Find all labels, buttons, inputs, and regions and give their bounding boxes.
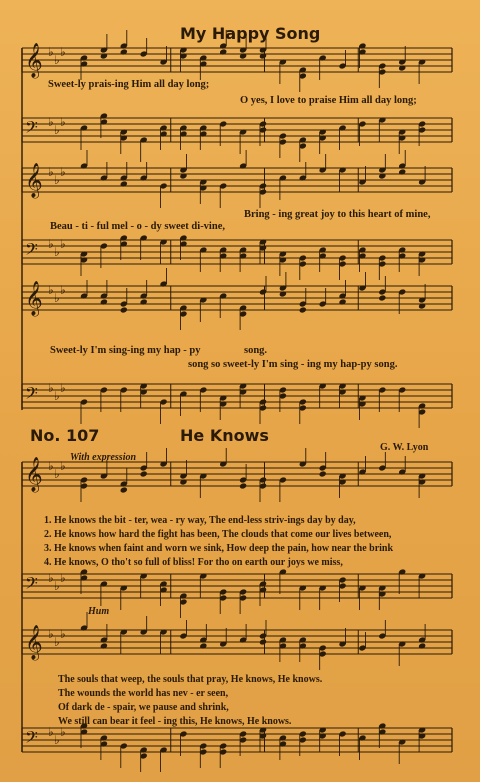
flat-sign: ♭ [60,571,66,585]
note-head [299,306,307,313]
note-head [140,470,148,477]
flat-sign: ♭ [48,627,54,641]
note-head [418,642,426,649]
flat-sign: ♭ [60,627,66,641]
lyric-line: song. [244,345,268,356]
lyric-line: song so sweet-ly I'm sing - ing my hap-py song. [188,359,398,370]
lyric-line: Sweet-ly I'm sing-ing my hap - py [50,345,201,356]
note-head [378,294,386,301]
refrain-line: The wounds the world has nev - er seen, [58,688,229,699]
flat-sign: ♭ [48,725,54,739]
note-head [319,470,327,477]
flat-sign: ♭ [54,389,60,403]
flat-sign: ♭ [54,245,60,259]
note-head [179,172,187,179]
refrain-line: Of dark de - spair, we pause and shrink, [58,702,229,713]
flat-sign: ♭ [54,123,60,137]
bass-clef: 𝄢 [25,727,38,751]
treble-clef: 𝄞 [25,281,43,316]
flat-sign: ♭ [60,237,66,251]
bass-clef: 𝄢 [25,117,38,141]
note-head [378,172,386,179]
flat-sign: ♭ [60,283,66,297]
treble-clef: 𝄞 [25,625,43,660]
note-head [239,52,247,59]
flat-sign: ♭ [54,579,60,593]
treble-clef: 𝄞 [25,457,43,492]
note-head [120,48,128,55]
flat-sign: ♭ [48,115,54,129]
verse-line: 1. He knows the bit - ter, wea - ry way, The end-less striv-ings day by day, [44,515,356,526]
note-head [279,290,287,297]
note-head [179,478,187,485]
bass-clef: 𝄢 [25,573,38,597]
flat-sign: ♭ [54,733,60,747]
composer: G. W. Lyon [380,442,429,453]
note-head [339,298,347,305]
song-title: My Happy Song [180,24,321,43]
verse-line: 3. He knows when faint and worn we sink, How deep the pain, how near the brink [44,543,394,554]
flat-sign: ♭ [60,459,66,473]
note-head [120,306,128,313]
flat-sign: ♭ [54,173,60,187]
bass-clef: 𝄢 [25,383,38,407]
note-head [199,642,207,649]
flat-sign: ♭ [48,45,54,59]
lyric-line: O yes, I love to praise Him all day long; [240,95,417,106]
flat-sign: ♭ [60,165,66,179]
flat-sign: ♭ [48,459,54,473]
note-head [100,52,108,59]
note-head [100,642,108,649]
hum-mark: Hum [88,606,110,617]
refrain-line: The souls that weep, the souls that pray, He knows, He knows. [58,674,323,685]
note-head [398,64,406,71]
verse-line: 4. He knows, O tho't so full of bliss! For tho on earth our joys we miss, [44,557,343,568]
expression-mark: With expression [70,452,137,463]
flat-sign: ♭ [54,467,60,481]
verse-line: 2. He knows how hard the fight has been, The clouds that come our lives between, [44,529,392,540]
flat-sign: ♭ [60,45,66,59]
note-head [120,486,128,493]
flat-sign: ♭ [48,165,54,179]
flat-sign: ♭ [48,571,54,585]
flat-sign: ♭ [48,283,54,297]
note-head [120,180,128,187]
note-head [100,298,108,305]
flat-sign: ♭ [48,237,54,251]
note-head [418,302,426,309]
treble-clef: 𝄞 [25,43,43,78]
refrain-line: We still can bear it feel - ing this, He knows, He knows. [58,716,292,727]
song-title: He Knows [180,426,269,445]
note-head [239,482,247,489]
flat-sign: ♭ [60,725,66,739]
lyric-line: Bring - ing great joy to this heart of mine, [244,209,431,220]
flat-sign: ♭ [48,381,54,395]
note-head [259,52,267,59]
note-head [398,168,406,175]
note-head [259,638,267,645]
flat-sign: ♭ [60,381,66,395]
flat-sign: ♭ [54,53,60,67]
note-head [219,48,227,55]
lyric-line: Beau - ti - ful mel - o - dy sweet di-vine, [50,221,225,232]
flat-sign: ♭ [54,291,60,305]
flat-sign: ♭ [60,115,66,129]
flat-sign: ♭ [54,635,60,649]
treble-clef: 𝄞 [25,163,43,198]
lyric-line: Sweet-ly prais-ing Him all day long; [48,79,210,90]
hymn-number: No. 107 [30,426,100,445]
note-head [140,298,148,305]
bass-clef: 𝄢 [25,239,38,263]
